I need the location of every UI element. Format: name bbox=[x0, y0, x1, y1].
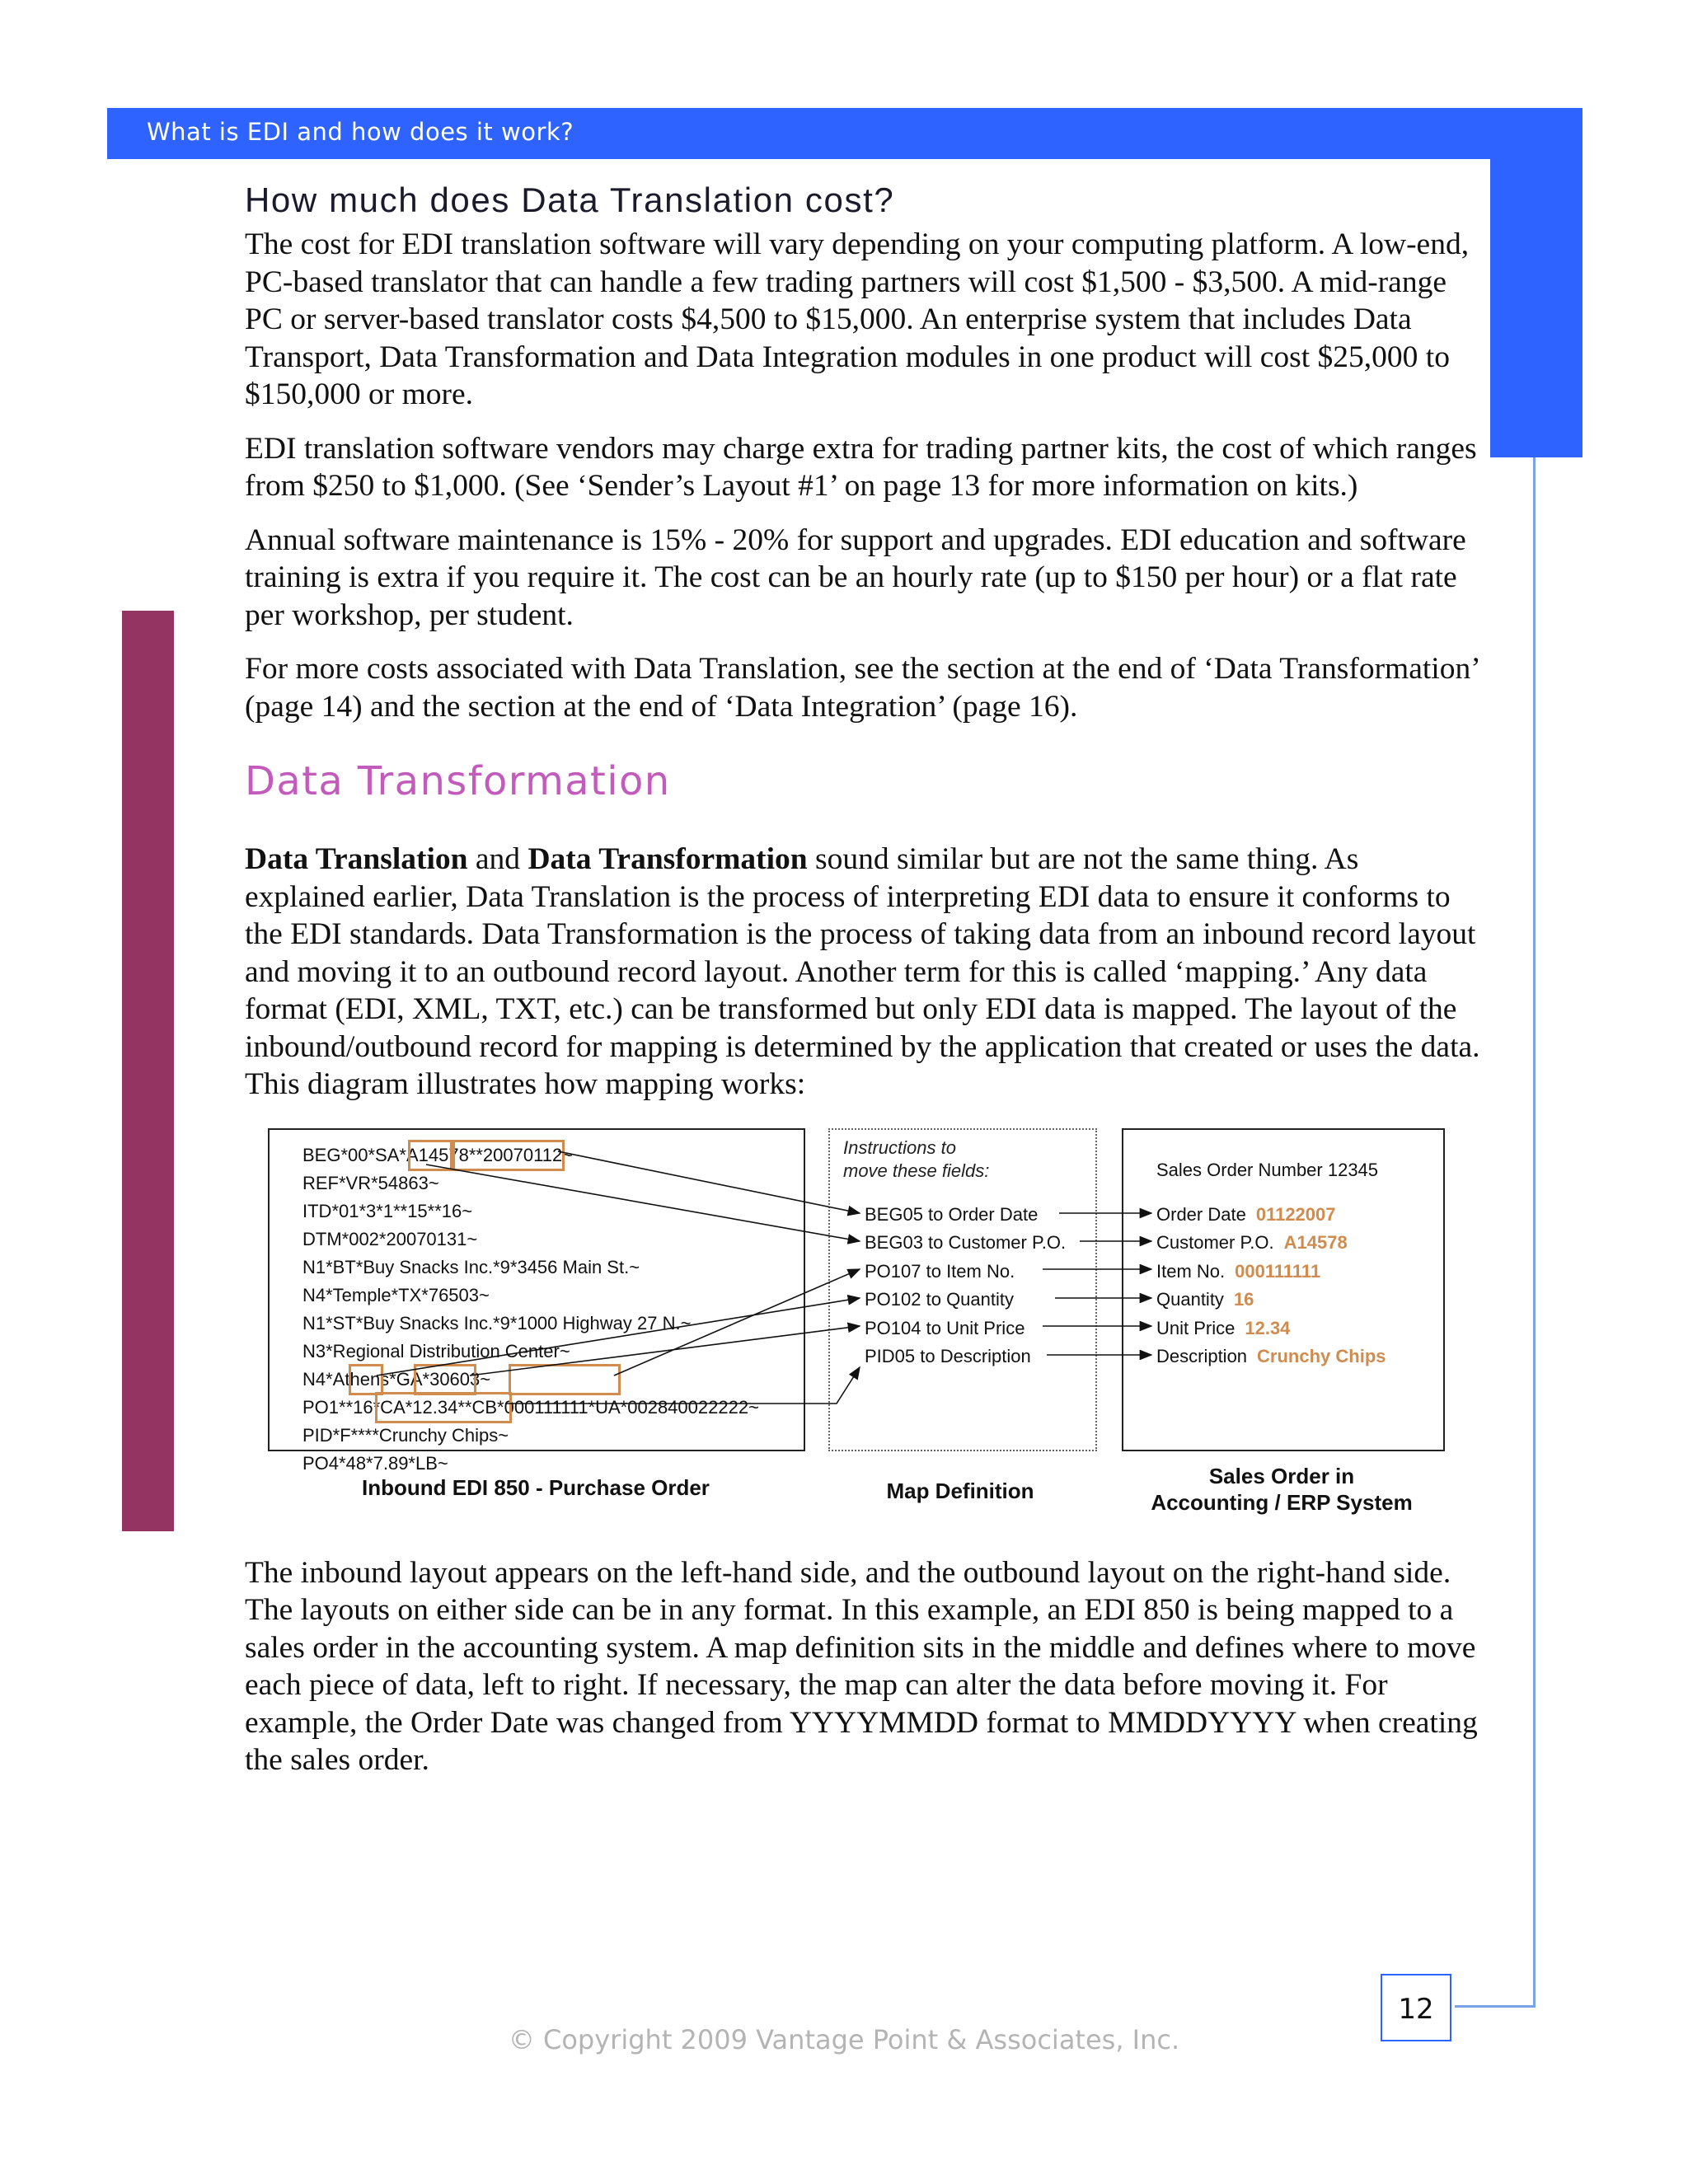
edi-line: N4*Athens*GA*30603~ bbox=[302, 1368, 491, 1390]
bold-term: Data Transformation bbox=[528, 842, 808, 877]
edi-line: PO1**16*CA*12.34**CB*000111111*UA*002840022222~ bbox=[302, 1396, 759, 1418]
mapping-diagram bbox=[268, 1128, 1455, 1536]
caption-sales-order bbox=[1117, 1463, 1447, 1516]
edi-line: N4*Temple*TX*76503~ bbox=[302, 1284, 490, 1305]
edi-line: N1*BT*Buy Snacks Inc.*9*3456 Main St.~ bbox=[302, 1256, 640, 1277]
arrow-po102 bbox=[377, 1298, 860, 1376]
edi-line: N3*Regional Distribution Center~ bbox=[302, 1340, 570, 1361]
section-heading-transformation: Data Transformation bbox=[245, 758, 671, 805]
field-value: 12.34 bbox=[1245, 1317, 1291, 1338]
arrow-beg03 bbox=[426, 1165, 860, 1241]
edi-line: DTM*002*20070131~ bbox=[302, 1228, 478, 1249]
page-number: 12 bbox=[1381, 1974, 1451, 2041]
mapping-arrows bbox=[268, 1128, 1455, 1458]
field-label: Customer P.O. bbox=[1156, 1232, 1274, 1254]
bold-term: Data Translation bbox=[245, 842, 468, 877]
field-label: Description bbox=[1156, 1346, 1248, 1367]
field-label: Item No. bbox=[1156, 1260, 1226, 1282]
paragraph-intro bbox=[245, 841, 1481, 1104]
arrow-pid05 bbox=[505, 1367, 860, 1404]
map-instructions-line: move these fields: bbox=[843, 1160, 990, 1181]
field-label: Unit Price bbox=[1156, 1317, 1236, 1338]
caption-map-definition: Map Definition bbox=[886, 1478, 1034, 1503]
caption-line: Accounting / ERP System bbox=[1151, 1489, 1413, 1515]
field-value: 01122007 bbox=[1255, 1203, 1336, 1225]
map-instructions-line: Instructions to bbox=[843, 1137, 956, 1158]
arrow-po107 bbox=[614, 1269, 860, 1376]
map-rule: PO102 to Quantity bbox=[865, 1289, 1014, 1310]
paragraph: For more costs associated with Data Translation, see the section at the end of ‘Data Transformation’ (page 14) and the section at the end of ‘Data Integration’ (page 16). bbox=[245, 652, 1479, 724]
right-accent-block bbox=[1490, 108, 1582, 457]
section-heading-cost: How much does Data Translation cost? bbox=[245, 180, 895, 219]
caption-line: Sales Order in bbox=[1208, 1463, 1355, 1488]
field-value: 000111111 bbox=[1235, 1260, 1321, 1282]
arrow-beg05 bbox=[558, 1151, 860, 1213]
right-rule-line bbox=[1533, 457, 1536, 2007]
paragraph: Annual software maintenance is 15% - 20% for support and upgrades. EDI education and software training is extra if you require it. The cost can be an hourly rate (up to $150 per hour) or a flat rate per workshop, per student. bbox=[245, 523, 1466, 632]
text-run: and bbox=[467, 842, 528, 877]
field-value: A14578 bbox=[1283, 1232, 1348, 1254]
sales-order-title: Sales Order Number 12345 bbox=[1156, 1159, 1379, 1180]
field-value: 16 bbox=[1233, 1289, 1254, 1310]
edi-line: PO4*48*7.89*LB~ bbox=[302, 1452, 448, 1474]
edi-line: N1*ST*Buy Snacks Inc.*9*1000 Highway 27 N.~ bbox=[302, 1312, 692, 1333]
map-rule: PO107 to Item No. bbox=[865, 1260, 1015, 1282]
page-number-connector bbox=[1455, 2005, 1536, 2008]
page-content bbox=[245, 180, 1481, 1796]
edi-line: REF*VR*54863~ bbox=[302, 1172, 439, 1193]
map-rule: BEG03 to Customer P.O. bbox=[865, 1232, 1067, 1254]
field-label: Order Date bbox=[1156, 1203, 1246, 1225]
edi-line: ITD*01*3*1**15**16~ bbox=[302, 1200, 473, 1221]
paragraph: The cost for EDI translation software will vary depending on your computing platform. A low-end, PC-based translator that can handle a few trading partners will cost $1,500 - $3,500. A mid-range PC or server-based translator costs $4,500 to $15,000. An enterprise system that includes Data Transport, Data Transformation and Data Integration modules in one product will cost $25,000 to $150,000 or more. bbox=[245, 227, 1470, 412]
left-accent-bar bbox=[122, 611, 174, 1531]
header-title: What is EDI and how does it work? bbox=[147, 118, 574, 146]
map-rule: PO104 to Unit Price bbox=[865, 1317, 1025, 1338]
edi-line: BEG*00*SA*A14578**20070112~ bbox=[302, 1144, 574, 1165]
edi-line: PID*F****Crunchy Chips~ bbox=[302, 1424, 509, 1446]
field-value: Crunchy Chips bbox=[1257, 1346, 1386, 1367]
map-rule: PID05 to Description bbox=[865, 1346, 1031, 1367]
map-rule: BEG05 to Order Date bbox=[865, 1203, 1039, 1225]
paragraph-closing: The inbound layout appears on the left-hand side, and the outbound layout on the right-hand side. The layouts on either side can be in any format. In this example, an EDI 850 is being mapped to a sales order in the accounting system. A map definition sits in the middle and defines where to move each piece of data, left to right. If necessary, the map can alter the data before moving it. For example, the Order Date was changed from YYYYMMDD format to MMDDYYYY when creating the sales order. bbox=[245, 1555, 1478, 1778]
paragraph: EDI translation software vendors may charge extra for trading partner kits, the cost of which ranges from $250 to $1,000. (See ‘Sender’s Layout #1’ on page 13 for more information on kits.) bbox=[245, 431, 1477, 504]
field-label: Quantity bbox=[1156, 1289, 1224, 1310]
caption-inbound: Inbound EDI 850 - Purchase Order bbox=[362, 1474, 710, 1500]
copyright-notice: © Copyright 2009 Vantage Point & Associates, Inc. bbox=[508, 2024, 1180, 2055]
text-run: sound similar but are not the same thing. As explained earlier, Data Translation is the process of interpreting EDI data to ensure it conforms to the EDI standards. Data Transformation is the process of taking data from an inbound record layout and moving it to an outbound record layout. Another term for this is called ‘mapping.’ Any data format (EDI, XML, TXT, etc.) can be transformed but only EDI data is mapped. The layout of the inbound/outbound record for mapping is determined by the application that created or uses the data. This diagram illustrates how mapping works: bbox=[245, 842, 1480, 1102]
